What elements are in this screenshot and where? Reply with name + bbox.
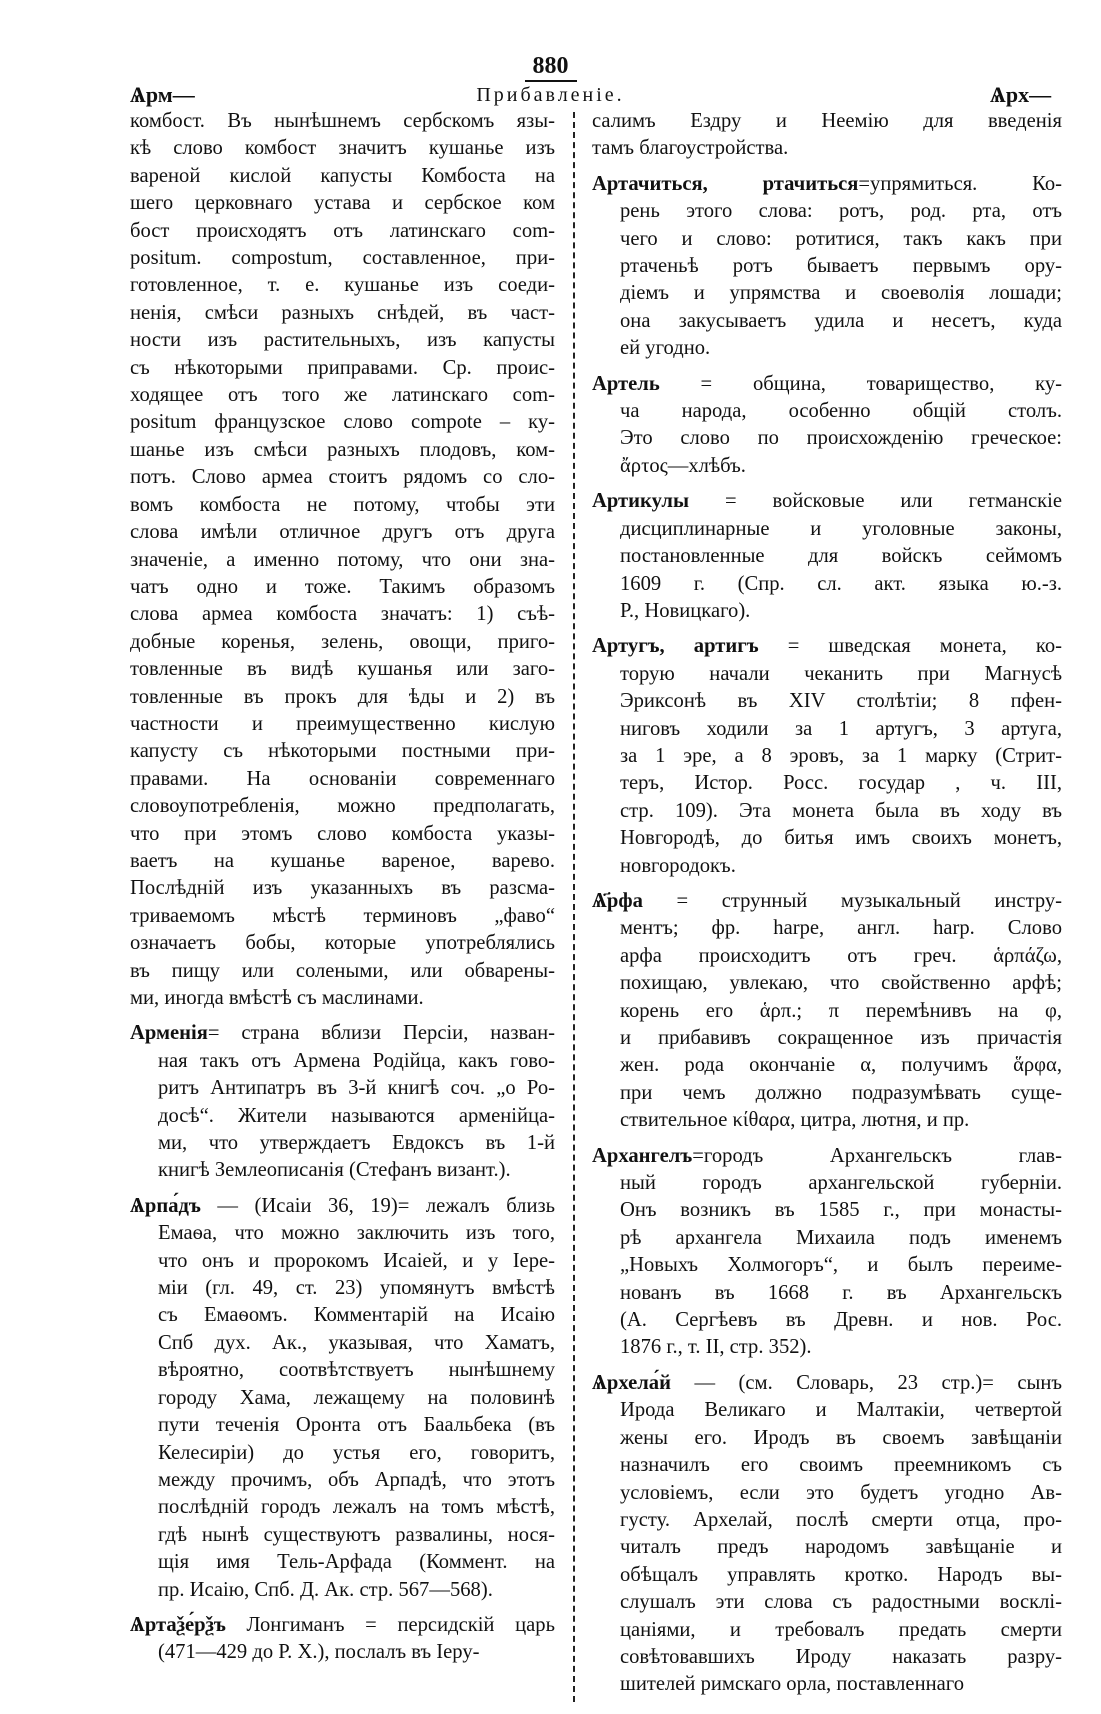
entry-first-line — [592, 171, 1062, 198]
entry-line-text: корень его ἁρπ.; π перемѣнивъ на φ, — [620, 999, 1062, 1022]
entry-line — [130, 930, 555, 957]
entry-line-text: въ пищу или солеными, или обварены- — [130, 959, 555, 982]
entry-line — [130, 875, 555, 902]
running-head-center: Прибавленіе. — [476, 84, 625, 106]
entry-line — [592, 770, 1062, 797]
entry-line-text: слушалъ эти слова съ радостными восклі- — [620, 1591, 1062, 1614]
entry-line — [130, 903, 555, 930]
entry-line-text: теръ, Истор. Росс. государ , ч. III, — [620, 772, 1062, 795]
entry-line-text: ἄρτος—хлѣбъ. — [620, 454, 746, 477]
entry-line-text: positum французское слово compote – ку- — [130, 411, 555, 434]
entry-line — [592, 198, 1062, 225]
entry-line — [130, 1549, 555, 1576]
dictionary-entry-arkhangel — [592, 1143, 1062, 1362]
entry-line-text: Это слово по происхожденію греческое: — [620, 427, 1062, 450]
dictionary-entry-arpad — [130, 1193, 555, 1604]
dictionary-entry-artachitsya — [592, 171, 1062, 363]
entry-headword: Артугъ, артигъ — [592, 635, 759, 658]
entry-line-text: слова армеа комбоста значатъ: 1) съѣ- — [130, 603, 555, 626]
entry-headword: Ѧрпа́дъ — [130, 1194, 201, 1217]
entry-headword: Артикулы — [592, 490, 690, 513]
running-header — [0, 82, 1101, 110]
entry-line — [592, 970, 1062, 997]
entry-line — [130, 108, 555, 135]
entry-line — [130, 1157, 555, 1184]
entry-line-text: товленные въ прокъ для ѣды и 2) въ — [130, 685, 555, 708]
entry-line — [130, 574, 555, 601]
entry-line-text: гдѣ нынѣ существуютъ развалины, нося- — [158, 1523, 555, 1546]
entry-line — [592, 1617, 1062, 1644]
entry-line — [592, 1080, 1062, 1107]
dictionary-entry-arfa — [592, 888, 1062, 1135]
entry-line-text: ненія, смѣси разныхъ снѣдей, въ част- — [130, 301, 555, 324]
entry-line-text: совѣтовавшихъ Ироду наказать разру- — [620, 1645, 1062, 1668]
entry-line — [592, 516, 1062, 543]
entry-line-text: — (Исаіи 36, 19)= лежалъ близь — [200, 1194, 555, 1217]
entry-line — [130, 711, 555, 738]
entry-line-text: ная такъ отъ Армена Родійца, какъ гово- — [158, 1049, 555, 1072]
entry-line-text: шего церковнаго устава и сербское ком — [130, 192, 555, 215]
entry-line-text: потъ. Слово армеа стоитъ рядомъ со сло- — [130, 466, 555, 489]
entry-line — [592, 1252, 1062, 1279]
entry-line — [130, 1440, 555, 1467]
entry-line — [130, 738, 555, 765]
left-column — [130, 108, 555, 1675]
entry-line — [130, 848, 555, 875]
entry-line-text: новгородокъ. — [620, 854, 736, 877]
entry-line — [130, 684, 555, 711]
entry-line-text: похищаю, увлекаю, что свойственно арфѣ; — [620, 972, 1062, 995]
entry-line-text: обѣщалъ управлять кротко. Народъ вы- — [620, 1563, 1062, 1586]
entry-line — [130, 1330, 555, 1357]
entry-line-text: positum. compostum, составленное, при- — [130, 247, 555, 270]
entry-line-text: (471—429 до Р. Х.), послалъ въ Іеру- — [158, 1641, 480, 1664]
entry-line — [130, 766, 555, 793]
entry-line-text: жен. рода окончаніе α, получимъ ἅρφα, — [620, 1054, 1062, 1077]
running-head-right: Ѧрх— — [990, 82, 1052, 107]
entry-line — [592, 598, 1062, 625]
entry-line — [592, 1307, 1062, 1334]
entry-line-text: что при этомъ слово комбоста указы- — [130, 822, 555, 845]
entry-line-text: значеніе, а именно потому, что они зна- — [130, 548, 555, 571]
entry-line — [592, 998, 1062, 1025]
dictionary-entry-armenia — [130, 1020, 555, 1184]
entry-line — [130, 437, 555, 464]
entry-line — [130, 1577, 555, 1604]
entry-line — [592, 915, 1062, 942]
entry-line — [592, 308, 1062, 335]
entry-line — [592, 253, 1062, 280]
entry-line-text: ствительное κίθαρα, цитра, лютня, и пр. — [620, 1109, 970, 1132]
entry-line-text: щія имя Тель-Арфада (Коммент. на — [158, 1551, 555, 1574]
entry-line-text: читалъ предъ народомъ завѣщаніе и — [620, 1536, 1062, 1559]
entry-line — [130, 1075, 555, 1102]
entry-line-text: при чемъ должно подразумѣвать суще- — [620, 1081, 1062, 1104]
entry-line-text: ми, что утверждаетъ Евдоксъ въ 1-й — [158, 1132, 555, 1155]
entry-line — [592, 1562, 1062, 1589]
entry-line-text: жены его. Иродъ въ своемъ завѣщаніи — [620, 1426, 1062, 1449]
entry-line-text: = община, товарищество, ку- — [659, 372, 1062, 395]
entry-headword: Ѧртаѯе́рѯъ — [130, 1613, 226, 1636]
entry-line — [592, 825, 1062, 852]
entry-first-line — [130, 1612, 555, 1639]
entry-line-text: ментъ; фр. harpe, англ. harp. Слово — [620, 917, 1062, 940]
entry-line-text: вареной кислой капусты Комбоста на — [130, 164, 555, 187]
entry-line-text: „Новыхъ Холмогоръ“, и былъ переиме- — [620, 1254, 1062, 1277]
entry-first-line — [592, 488, 1062, 515]
entry-line — [130, 245, 555, 272]
entry-line-text: капусту съ нѣкоторыми постными при- — [130, 740, 555, 763]
entry-line-text: =городъ Архангельскъ глав- — [692, 1144, 1062, 1167]
dictionary-entry-artaxerxes-continuation — [592, 108, 1062, 163]
entry-line-text: чего и слово: ротитися, такъ какъ при — [620, 227, 1062, 250]
entry-first-line — [130, 1020, 555, 1047]
entry-line-text: торую начали чеканить при Магнусѣ — [620, 662, 1062, 685]
entry-line — [130, 1522, 555, 1549]
entry-first-line — [592, 633, 1062, 660]
dictionary-entry-artikuly — [592, 488, 1062, 625]
entry-line — [592, 1589, 1062, 1616]
entry-line — [130, 464, 555, 491]
entry-line — [592, 1671, 1062, 1698]
entry-headword: Архангелъ — [592, 1144, 693, 1167]
entry-line-text: рень этого слова: ротъ, род. рта, отъ — [620, 200, 1062, 223]
entry-line-text: послѣдній городъ лежалъ на томъ мѣстѣ, — [158, 1496, 555, 1519]
entry-line — [130, 547, 555, 574]
entry-line — [592, 1480, 1062, 1507]
entry-line-text: съ Емаѳомъ. Комментарій на Исаію — [158, 1304, 555, 1327]
entry-line — [592, 743, 1062, 770]
entry-line — [592, 453, 1062, 480]
entry-line — [592, 661, 1062, 688]
entry-line-text: ми, иногда вмѣстѣ съ маслинами. — [130, 987, 424, 1009]
entry-line-text: тамъ благоустройства. — [592, 137, 789, 160]
entry-line — [592, 1280, 1062, 1307]
entry-line-text: (А. Сергѣевъ въ Древн. и нов. Рос. — [620, 1309, 1062, 1332]
entry-line — [592, 280, 1062, 307]
entry-line — [130, 1130, 555, 1157]
entry-line — [130, 300, 555, 327]
entry-line-text: = струнный музыкальный инстру- — [642, 889, 1062, 912]
entry-line-text: условіемъ, если это будетъ угодно Ав- — [620, 1481, 1062, 1504]
entry-line — [130, 492, 555, 519]
entry-line — [130, 190, 555, 217]
entry-line-text: она закусываетъ удила и несетъ, куда — [620, 309, 1062, 332]
entry-line — [592, 1644, 1062, 1671]
entry-line-text: арфа происходитъ отъ греч. ἁρπάζω, — [620, 944, 1062, 967]
entry-line-text: ритъ Антипатръ въ 3-й книгѣ соч. „о Ро- — [158, 1077, 555, 1100]
entry-line — [592, 1225, 1062, 1252]
entry-line-text: цаніями, и требовалъ предать смерти — [620, 1618, 1062, 1641]
entry-line-text: кѣ слово комбост значитъ кушанье изъ — [130, 137, 555, 160]
entry-line-text: Келесиріи) до устья его, говоритъ, — [158, 1441, 555, 1464]
entry-line-text: означаетъ бобы, которые употреблялись — [130, 932, 555, 955]
entry-line-text: 1876 г., т. II, стр. 352). — [620, 1336, 812, 1359]
entry-line-text: ртаченьѣ ротъ бываетъ первымъ ору- — [620, 255, 1062, 278]
entry-line — [130, 958, 555, 985]
entry-line — [130, 629, 555, 656]
entry-line-text: нованъ въ 1668 г. въ Архангельскъ — [620, 1281, 1062, 1304]
entry-headword: Ѧрхела́й — [592, 1371, 671, 1394]
entry-line — [592, 798, 1062, 825]
entry-line-text: Онъ возникъ въ 1585 г., при монасты- — [620, 1199, 1062, 1222]
entry-line — [130, 1248, 555, 1275]
entry-line-text: салимъ Ездру и Неемію для введенія — [592, 110, 1062, 132]
dictionary-entry-arkhelai — [592, 1370, 1062, 1699]
entry-line-text: вомъ комбоста не потому, чтобы эти — [130, 493, 555, 516]
entry-line — [592, 1452, 1062, 1479]
entry-line-text: Ирода Великаго и Малтакіи, четвертой — [620, 1399, 1062, 1422]
dictionary-entry-artaxerxes — [130, 1612, 555, 1667]
page-number — [0, 50, 1101, 82]
entry-line-text: ниговъ ходили за 1 артугъ, 3 артуга, — [620, 717, 1062, 740]
entry-line — [130, 163, 555, 190]
entry-line-text: ей угодно. — [620, 337, 711, 360]
entry-line-text: Послѣдній изъ указанныхъ въ разсма- — [130, 877, 555, 900]
entry-line — [130, 409, 555, 436]
entry-line — [130, 793, 555, 820]
entry-line-text: словоупотребленія, можно предполагать, — [130, 795, 555, 818]
entry-line-text: = шведская монета, ко- — [758, 635, 1063, 658]
entry-line-text: ный городъ архангельской губерніи. — [620, 1172, 1062, 1195]
entry-line — [130, 1302, 555, 1329]
entry-line-text: между прочимъ, объ Арпадѣ, что этотъ — [158, 1468, 555, 1491]
entry-headword: Артель — [592, 372, 660, 395]
entry-line-text: Эриксонѣ въ XIV столѣтіи; 8 пфен- — [620, 690, 1062, 713]
entry-first-line — [592, 371, 1062, 398]
entry-line — [130, 382, 555, 409]
entry-line-text: стр. 109). Эта монета была въ ходу въ — [620, 799, 1062, 822]
dictionary-entry-kombost-continuation — [130, 108, 555, 1012]
entry-line-text: діемъ и упрямства и своеволія лошади; — [620, 282, 1062, 305]
entry-line-text: ча народа, особенно общій столъ. — [620, 400, 1062, 423]
dictionary-entry-artel — [592, 371, 1062, 481]
entry-line — [592, 1107, 1062, 1134]
column-divider — [573, 112, 575, 1702]
entry-line — [130, 135, 555, 162]
entry-line — [592, 1397, 1062, 1424]
entry-line-text: = страна вблизи Персіи, назван- — [207, 1022, 555, 1045]
entry-line-text: чатъ одно и тоже. Такимъ образомъ — [130, 575, 555, 598]
entry-line-text: шителей римскаго орла, поставленнаго — [620, 1673, 964, 1696]
entry-line — [130, 355, 555, 382]
page-number-text: 880 — [525, 53, 577, 82]
entry-line-text: Спб дух. Ак., указывая, что Хаматъ, — [158, 1331, 555, 1354]
entry-line-text: готовленное, т. е. кушанье изъ соеди- — [130, 274, 555, 297]
entry-line — [592, 571, 1062, 598]
entry-line — [130, 1467, 555, 1494]
entry-line — [592, 1425, 1062, 1452]
entry-first-line — [592, 1370, 1062, 1397]
entry-line — [592, 943, 1062, 970]
entry-line-text: пути теченія Оронта отъ Баальбека (въ — [158, 1414, 555, 1437]
entry-line-text: рѣ архангела Михаила подъ именемъ — [620, 1226, 1062, 1249]
entry-headword: Артачиться, ртачиться — [592, 172, 859, 195]
entry-line — [592, 1534, 1062, 1561]
entry-line — [592, 398, 1062, 425]
entry-line-text: Р., Новицкаго). — [620, 599, 751, 622]
entry-line-text: Новгородѣ, до битья имъ своихъ монетъ, — [620, 827, 1062, 850]
entry-line-text: шанье изъ смѣси разныхъ плодовъ, ком- — [130, 438, 555, 461]
entry-first-line — [130, 1193, 555, 1220]
entry-line — [592, 108, 1062, 135]
entry-line-text: товленные въ видѣ кушанья или заго- — [130, 658, 555, 681]
entry-line-text: триваемомъ мѣстѣ терминовъ „фаво“ — [130, 904, 555, 927]
entry-line-text: 1609 г. (Спр. сл. акт. языка ю.-з. — [620, 572, 1062, 595]
entry-line — [130, 272, 555, 299]
entry-line — [130, 1494, 555, 1521]
entry-line — [130, 1275, 555, 1302]
entry-line — [592, 543, 1062, 570]
entry-line — [130, 1220, 555, 1247]
entry-line — [592, 226, 1062, 253]
entry-line — [592, 1025, 1062, 1052]
entry-line — [130, 1103, 555, 1130]
entry-line-text: ваетъ на кушанье вареное, варево. — [130, 849, 555, 872]
entry-first-line — [592, 1143, 1062, 1170]
entry-line — [592, 1197, 1062, 1224]
entry-line-text: густу. Архелай, послѣ смерти отца, про- — [620, 1508, 1062, 1531]
entry-line-text: ности изъ растительныхъ, изъ капусты — [130, 329, 555, 352]
entry-line — [592, 135, 1062, 162]
entry-line-text: Лонгиманъ = персидскій царь — [225, 1613, 555, 1636]
entry-line-text: городу Хама, лежащему на половинѣ — [158, 1386, 555, 1409]
entry-line-text: частности и преимущественно кислую — [130, 712, 555, 735]
running-head-left: Ѧрм— — [130, 82, 195, 107]
entry-line-text: дисциплинарные и уголовные законы, — [620, 517, 1062, 540]
entry-line-text: что онъ и пророкомъ Исаіей, и у Іере- — [158, 1249, 555, 1272]
entry-line — [130, 601, 555, 628]
entry-line — [592, 1334, 1062, 1361]
entry-line — [130, 821, 555, 848]
entry-line — [592, 688, 1062, 715]
entry-line-text: =упрямиться. Ко- — [858, 172, 1063, 195]
entry-line — [130, 218, 555, 245]
entry-line — [130, 327, 555, 354]
entry-line-text: комбост. Въ нынѣшнемъ сербскомъ язы- — [130, 110, 555, 132]
entry-line-text: назначилъ его своимъ преемникомъ съ — [620, 1454, 1062, 1477]
entry-line-text: слова имѣли отличное другъ отъ друга — [130, 521, 555, 544]
entry-line — [592, 1170, 1062, 1197]
entry-line-text: досѣ“. Жители называются арменійца- — [158, 1104, 555, 1127]
entry-line — [130, 985, 555, 1012]
entry-line — [592, 335, 1062, 362]
entry-line-text: правами. На основаніи современнаго — [130, 767, 555, 790]
entry-line — [592, 425, 1062, 452]
entry-line-text: за 1 эре, а 8 эровъ, за 1 марку (Стрит- — [620, 744, 1062, 767]
entry-line-text: Емаѳа, что можно заключить изъ того, — [158, 1222, 555, 1245]
entry-line-text: пр. Исаію, Спб. Д. Ак. стр. 567—568). — [158, 1578, 493, 1601]
entry-line-text: съ нѣкоторыми приправами. Ср. проис- — [130, 356, 555, 379]
entry-line-text: = войсковые или гетманскіе — [689, 490, 1062, 513]
entry-line-text: книгѣ Землеописанія (Стефанъ визант.). — [158, 1159, 511, 1182]
entry-first-line — [592, 888, 1062, 915]
dictionary-entry-artug — [592, 633, 1062, 880]
entry-line — [130, 1639, 555, 1666]
entry-line — [592, 853, 1062, 880]
entry-line-text: — (см. Словарь, 23 стр.)= сынъ — [670, 1371, 1062, 1394]
entry-line-text: міи (гл. 49, ст. 23) упомянутъ вмѣстѣ — [158, 1277, 555, 1300]
right-column — [592, 108, 1062, 1707]
entry-line-text: бост происходятъ отъ латинскаго com- — [130, 219, 555, 242]
entry-line — [592, 1507, 1062, 1534]
entry-line — [592, 1052, 1062, 1079]
entry-line-text: ходящее отъ того же латинскаго com- — [130, 384, 555, 407]
entry-headword: Арменія — [130, 1022, 208, 1045]
entry-line — [130, 1048, 555, 1075]
entry-line — [592, 716, 1062, 743]
entry-line-text: постановленные для войскъ сеймомъ — [620, 545, 1062, 568]
entry-line — [130, 656, 555, 683]
entry-line — [130, 1385, 555, 1412]
entry-line-text: и прибавивъ сокращенное изъ причастія — [620, 1027, 1062, 1049]
entry-line — [130, 1412, 555, 1439]
entry-line-text: добные коренья, зелень, овощи, приго- — [130, 630, 555, 653]
entry-line-text: вѣроятно, соотвѣтствуетъ нынѣшнему — [158, 1359, 555, 1382]
entry-line — [130, 1357, 555, 1384]
entry-line — [130, 519, 555, 546]
entry-headword: Ѧ҃рфа — [592, 889, 643, 912]
